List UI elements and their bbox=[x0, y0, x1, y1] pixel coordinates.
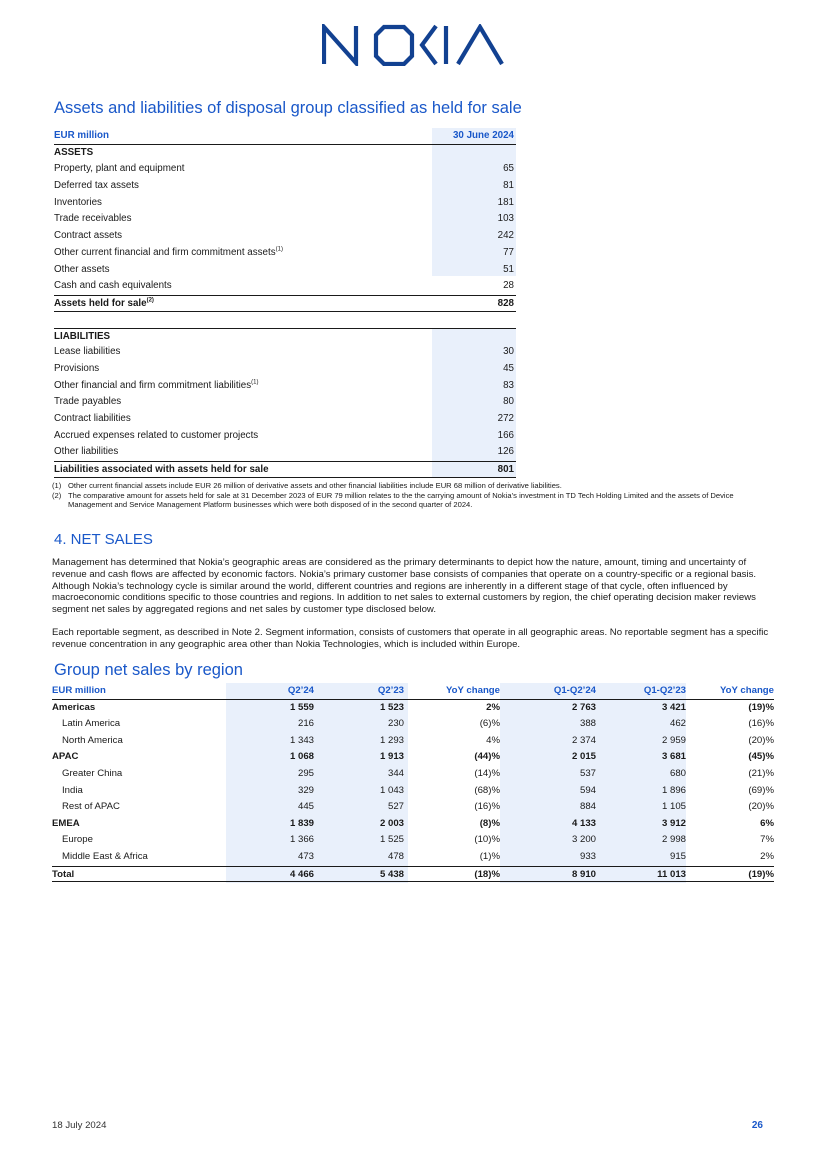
assets-total-label: Assets held for sale$^{(2)}$ bbox=[54, 297, 154, 309]
cell-value: 3 681 bbox=[661, 751, 686, 763]
footer-date: 18 July 2024 bbox=[52, 1120, 107, 1131]
liability-value: 83 bbox=[503, 379, 514, 391]
asset-label-text: Inventories bbox=[54, 196, 102, 208]
cell-value: 478 bbox=[387, 850, 404, 862]
cell-value: (20)% bbox=[748, 801, 774, 813]
liabilities-total-row bbox=[54, 461, 516, 478]
cell-value: 344 bbox=[387, 767, 404, 779]
cell-value: 5 438 bbox=[379, 868, 404, 880]
cell-value: 3 912 bbox=[661, 817, 686, 829]
region-table bbox=[52, 683, 774, 882]
cell-value: 1 293 bbox=[379, 734, 404, 746]
cell-value: 3 421 bbox=[661, 701, 686, 713]
table-row bbox=[52, 749, 774, 766]
table-row bbox=[52, 849, 774, 866]
row-label: APAC bbox=[52, 751, 79, 763]
cell-value: (6)% bbox=[479, 718, 500, 730]
cell-value: 462 bbox=[669, 718, 686, 730]
cell-value: 1 913 bbox=[379, 751, 404, 763]
assets-total-row bbox=[54, 295, 516, 312]
cell-value: (18)% bbox=[474, 868, 500, 880]
asset-label bbox=[54, 245, 283, 262]
liability-label-text: Other liabilities bbox=[54, 446, 119, 458]
asset-value: 77 bbox=[503, 246, 514, 258]
row-label: Rest of APAC bbox=[62, 801, 120, 813]
liability-value: 126 bbox=[497, 446, 514, 458]
asset-value: 242 bbox=[497, 230, 514, 242]
row-label: Greater China bbox=[62, 767, 123, 779]
liability-row bbox=[54, 344, 516, 361]
cell-value: (44)% bbox=[474, 751, 500, 763]
asset-label-text: Other current financial and firm commitment assets bbox=[54, 246, 276, 258]
cell-value: (20)% bbox=[748, 734, 774, 746]
column-header: Q2’23 bbox=[377, 685, 404, 696]
row-label: India bbox=[62, 784, 83, 796]
region-table-title: Group net sales by region bbox=[54, 661, 243, 679]
asset-row bbox=[54, 228, 516, 245]
column-header: EUR million bbox=[52, 685, 106, 696]
table-row bbox=[52, 733, 774, 750]
footnote-2-num: (2) bbox=[52, 490, 62, 500]
cell-value: 2% bbox=[760, 850, 774, 862]
asset-label-text: Other assets bbox=[54, 263, 110, 275]
net-sales-heading: 4. NET SALES bbox=[54, 531, 153, 548]
cell-value: 933 bbox=[579, 850, 596, 862]
footnote-2 bbox=[52, 491, 772, 510]
cell-value: (45)% bbox=[748, 751, 774, 763]
liability-row bbox=[54, 361, 516, 378]
cell-value: 2 763 bbox=[571, 701, 596, 713]
liability-row bbox=[54, 411, 516, 428]
cell-value: (10)% bbox=[474, 834, 500, 846]
table-row bbox=[52, 799, 774, 816]
table-row bbox=[52, 700, 774, 717]
cell-value: (14)% bbox=[474, 767, 500, 779]
cell-value: 1 525 bbox=[379, 834, 404, 846]
asset-value: 65 bbox=[503, 163, 514, 175]
cell-value: (68)% bbox=[474, 784, 500, 796]
liability-label bbox=[54, 378, 258, 395]
asset-label-text: Cash and cash equivalents bbox=[54, 280, 172, 292]
cell-value: 2 003 bbox=[379, 817, 404, 829]
asset-label bbox=[54, 228, 122, 245]
liability-label-text: Accrued expenses related to customer projects bbox=[54, 429, 259, 441]
cell-value: 11 013 bbox=[657, 868, 686, 880]
asset-label bbox=[54, 278, 172, 295]
asset-label-text: Deferred tax assets bbox=[54, 180, 139, 192]
asset-value: 181 bbox=[497, 196, 514, 208]
cell-value: 230 bbox=[387, 718, 404, 730]
asset-row bbox=[54, 161, 516, 178]
liability-label bbox=[54, 344, 120, 361]
asset-value: 51 bbox=[503, 263, 514, 275]
column-header: Q1-Q2’24 bbox=[553, 685, 596, 696]
asset-label bbox=[54, 178, 139, 195]
footnote-2-text: The comparative amount for assets held for sale at 31 December 2023 of EUR 79 million relates to the the carrying amount of Nokia’s investment in TD Tech Holding Limited and the assets of Device Management and Service Management Platform businesses which were both disposed of in the second quarter of 2024. bbox=[68, 490, 734, 509]
footnote-1-text: Other current financial assets include EUR 26 million of derivative assets and other financial liabilities include EUR 68 million of derivative liabilities. bbox=[68, 481, 562, 490]
footnote-1-num: (1) bbox=[52, 481, 62, 490]
asset-row bbox=[54, 262, 516, 279]
liability-value: 30 bbox=[503, 346, 514, 358]
table-row bbox=[52, 832, 774, 849]
cell-value: 2 998 bbox=[661, 834, 686, 846]
asset-value: 103 bbox=[497, 213, 514, 225]
assets-heading-label: ASSETS bbox=[54, 146, 94, 158]
header-label: EUR million bbox=[54, 130, 109, 141]
footnote-1 bbox=[52, 481, 772, 491]
page-number: 26 bbox=[751, 1120, 763, 1131]
liability-label bbox=[54, 428, 258, 445]
asset-label bbox=[54, 195, 102, 212]
asset-row bbox=[54, 178, 516, 195]
held-for-sale-title: Assets and liabilities of disposal group classified as held for sale bbox=[54, 99, 522, 117]
liabilities-heading-label: LIABILITIES bbox=[54, 330, 111, 342]
liability-label-text: Lease liabilities bbox=[54, 346, 121, 358]
liabilities-total-value: 801 bbox=[497, 464, 514, 476]
column-header: Q1-Q2’23 bbox=[643, 685, 686, 696]
liability-label-text: Other financial and firm commitment liabilities bbox=[54, 379, 252, 391]
asset-row bbox=[54, 278, 516, 295]
cell-value: 329 bbox=[297, 784, 314, 796]
asset-label-text: Trade receivables bbox=[54, 213, 132, 225]
cell-value: 4 133 bbox=[571, 817, 596, 829]
column-header: Q2’24 bbox=[287, 685, 314, 696]
assets-total-value: 828 bbox=[497, 297, 514, 309]
table-row bbox=[52, 766, 774, 783]
footnotes bbox=[52, 481, 772, 510]
cell-value: 1 366 bbox=[289, 834, 314, 846]
asset-value: 81 bbox=[503, 180, 514, 192]
row-label: Middle East & Africa bbox=[62, 850, 148, 862]
cell-value: (21)% bbox=[748, 767, 774, 779]
asset-label bbox=[54, 262, 110, 279]
liability-label bbox=[54, 411, 131, 428]
liability-value: 166 bbox=[497, 429, 514, 441]
table-row bbox=[52, 716, 774, 733]
net-sales-paragraph-1: Management has determined that Nokia’s geographic areas are considered as the primary determinants to depict how the nature, amount, timing and uncertainty of revenue and cash flows are affected by economic factors. Nokia’s primary customer base consists of companies that operate on a country-specific or a regional basis. Although Nokia’s technology cycle is similar around the world, different countries and regions are inherently in a different stage of that cycle, often influenced by macroeconomic conditions specific to those countries and regions. In addition to net sales to external customers by region, the chief operating decision maker reviews segment net sales by aggregated regions and net sales by customer type disclosed below. bbox=[52, 557, 757, 616]
table-header bbox=[54, 128, 516, 145]
cell-value: 388 bbox=[579, 718, 596, 730]
asset-row bbox=[54, 245, 516, 262]
cell-value: (69)% bbox=[748, 784, 774, 796]
cell-value: (8)% bbox=[479, 817, 500, 829]
row-label: Americas bbox=[52, 701, 96, 713]
liability-label bbox=[54, 444, 118, 461]
cell-value: 527 bbox=[387, 801, 404, 813]
row-label: EMEA bbox=[52, 817, 80, 829]
cell-value: 4 466 bbox=[289, 868, 314, 880]
liability-row bbox=[54, 444, 516, 461]
liability-label bbox=[54, 361, 99, 378]
cell-value: 594 bbox=[579, 784, 596, 796]
liability-value: 272 bbox=[497, 413, 514, 424]
cell-value: (19)% bbox=[748, 868, 774, 880]
cell-value: 216 bbox=[297, 718, 314, 730]
liability-label-text: Contract liabilities bbox=[54, 413, 131, 424]
table-row bbox=[52, 816, 774, 833]
cell-value: 295 bbox=[297, 767, 314, 779]
net-sales-paragraph-2: Each reportable segment, as described in Note 2. Segment information, consists of customers that operate in all geographic areas. No reportable segment has a specific revenue concentration in any geographic area other than Nokia Technologies, which is included within Europe. bbox=[52, 627, 769, 650]
cell-value: 1 105 bbox=[661, 801, 686, 813]
cell-value: 1 043 bbox=[379, 784, 404, 796]
cell-value: 7% bbox=[760, 834, 774, 846]
cell-value: (16)% bbox=[748, 718, 774, 730]
cell-value: 2 959 bbox=[661, 734, 686, 746]
cell-value: (16)% bbox=[474, 801, 500, 813]
cell-value: 4% bbox=[486, 734, 500, 746]
liabilities-total-label: Liabilities associated with assets held for sale bbox=[54, 464, 269, 476]
liability-value: 80 bbox=[503, 396, 514, 408]
row-label: North America bbox=[62, 734, 123, 746]
cell-value: 2% bbox=[486, 701, 500, 713]
asset-value: 28 bbox=[503, 280, 514, 292]
column-header: YoY change bbox=[719, 685, 774, 696]
liability-row bbox=[54, 394, 516, 411]
cell-value: 1 896 bbox=[661, 784, 686, 796]
table-row bbox=[52, 866, 774, 883]
asset-label bbox=[54, 211, 132, 228]
cell-value: 445 bbox=[297, 801, 314, 813]
liability-label-text: Provisions bbox=[54, 362, 100, 374]
row-label: Total bbox=[52, 868, 75, 880]
row-label: Latin America bbox=[62, 718, 121, 730]
cell-value: 6% bbox=[760, 817, 774, 829]
nokia-logo-mark bbox=[322, 24, 512, 66]
cell-value: 680 bbox=[669, 767, 686, 779]
asset-footnote-ref: (1) bbox=[275, 246, 283, 253]
cell-value: 8 910 bbox=[571, 868, 596, 880]
cell-value: 1 523 bbox=[379, 701, 404, 713]
cell-value: 473 bbox=[297, 850, 314, 862]
liability-footnote-ref: (1) bbox=[251, 379, 259, 386]
asset-label bbox=[54, 161, 185, 178]
cell-value: (19)% bbox=[748, 701, 774, 713]
column-header: YoY change bbox=[445, 685, 500, 696]
cell-value: 1 068 bbox=[289, 751, 314, 763]
header-column: 30 June 2024 bbox=[452, 130, 514, 141]
cell-value: 537 bbox=[579, 767, 596, 779]
asset-label-text: Property, plant and equipment bbox=[54, 163, 185, 175]
asset-row bbox=[54, 195, 516, 212]
assets-heading bbox=[54, 145, 516, 162]
row-label: Europe bbox=[62, 834, 93, 846]
region-table-header bbox=[52, 683, 774, 700]
cell-value: 1 559 bbox=[289, 701, 314, 713]
liabilities-heading bbox=[54, 328, 516, 345]
cell-value: 3 200 bbox=[571, 834, 596, 846]
cell-value: (1)% bbox=[479, 850, 500, 862]
cell-value: 1 839 bbox=[289, 817, 314, 829]
liability-value: 45 bbox=[503, 362, 514, 374]
liability-row bbox=[54, 378, 516, 395]
held-for-sale-table bbox=[54, 128, 516, 478]
liability-label-text: Trade payables bbox=[54, 396, 122, 408]
cell-value: 884 bbox=[579, 801, 596, 813]
asset-label-text: Contract assets bbox=[54, 230, 123, 242]
asset-row bbox=[54, 211, 516, 228]
table-row bbox=[52, 783, 774, 800]
liability-label bbox=[54, 394, 121, 411]
nokia-logo bbox=[322, 24, 512, 66]
liability-row bbox=[54, 428, 516, 445]
cell-value: 915 bbox=[669, 850, 686, 862]
cell-value: 2 374 bbox=[571, 734, 596, 746]
cell-value: 2 015 bbox=[571, 751, 596, 763]
cell-value: 1 343 bbox=[289, 734, 314, 746]
